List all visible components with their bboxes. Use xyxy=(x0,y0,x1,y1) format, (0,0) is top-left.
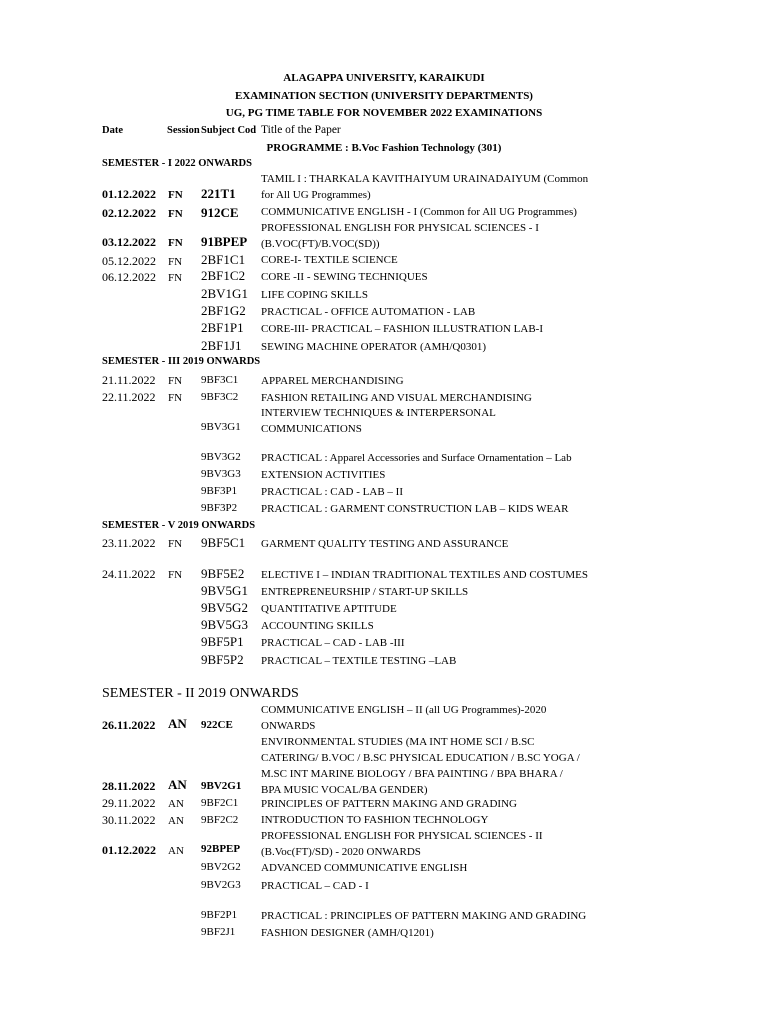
exam-session: AN xyxy=(168,815,184,827)
exam-session: FN xyxy=(168,256,183,268)
paper-title: ENTREPRENEURSHIP / START-UP SKILLS xyxy=(261,586,469,598)
paper-title: EXTENSION ACTIVITIES xyxy=(261,469,386,481)
paper-title: PRACTICAL : GARMENT CONSTRUCTION LAB – KIDS WEAR xyxy=(261,503,569,515)
exam-date: 02.12.2022 xyxy=(102,206,156,220)
paper-title: PRACTICAL – TEXTILE TESTING –LAB xyxy=(261,655,457,667)
paper-title: PRACTICAL : PRINCIPLES OF PATTERN MAKING AND GRADING xyxy=(261,910,587,922)
semester-heading: SEMESTER - III 2019 ONWARDS xyxy=(102,356,261,367)
subject-code: 9BV2G2 xyxy=(201,861,241,873)
paper-title: ENVIRONMENTAL STUDIES (MA INT HOME SCI / B.SC CATERING/ B.VOC / B.SC PHYSICAL EDUCATION / B.SC YOGA / M.SC INT MARINE BIOLOGY / BFA PAINTING / BPA BHARA / BPA MUSIC VOCAL/BA GENDER) xyxy=(261,736,580,796)
paper-title: PROFESSIONAL ENGLISH FOR PHYSICAL SCIENCES - I (B.VOC(FT)/B.VOC(SD)) xyxy=(261,222,539,250)
column-subject-code: Subject Cod xyxy=(201,125,257,136)
programme-title: PROGRAMME : B.Voc Fashion Technology (301) xyxy=(266,142,502,154)
exam-date: 05.12.2022 xyxy=(102,254,156,268)
paper-title: ELECTIVE I – INDIAN TRADITIONAL TEXTILES AND COSTUMES xyxy=(261,569,589,581)
paper-title: INTRODUCTION TO FASHION TECHNOLOGY xyxy=(261,814,489,826)
subject-code: 9BF2J1 xyxy=(201,926,236,938)
paper-title: PRACTICAL : Apparel Accessories and Surface Ornamentation – Lab xyxy=(261,452,572,464)
paper-title: CORE-I- TEXTILE SCIENCE xyxy=(261,254,398,266)
subject-code: 9BF5P1 xyxy=(201,634,244,649)
paper-title: SEWING MACHINE OPERATOR (AMH/Q0301) xyxy=(261,341,486,353)
exam-date: 23.11.2022 xyxy=(102,536,156,550)
subject-code: 9BF3C2 xyxy=(201,391,239,403)
paper-title: ACCOUNTING SKILLS xyxy=(261,620,374,632)
subject-code: 922CE xyxy=(201,719,233,731)
subject-code: 9BF5C1 xyxy=(201,535,246,550)
subject-code: 2BF1J1 xyxy=(201,338,242,353)
exam-session: FN xyxy=(168,237,183,249)
exam-date: 01.12.2022 xyxy=(102,187,156,201)
timetable-title: UG, PG TIME TABLE FOR NOVEMBER 2022 EXAMINATIONS xyxy=(225,107,543,119)
subject-code: 9BV3G2 xyxy=(201,451,241,463)
exam-date: 22.11.2022 xyxy=(102,390,156,404)
exam-session: AN xyxy=(168,716,187,731)
subject-code: 9BV5G3 xyxy=(201,617,248,632)
exam-date: 24.11.2022 xyxy=(102,567,156,581)
semester-heading: SEMESTER - V 2019 ONWARDS xyxy=(102,520,256,531)
exam-date: 30.11.2022 xyxy=(102,813,156,827)
paper-title: FASHION RETAILING AND VISUAL MERCHANDISING xyxy=(261,392,532,404)
subject-code: 9BF2C1 xyxy=(201,797,239,809)
subject-code: 9BF3P1 xyxy=(201,485,238,497)
paper-title: PRINCIPLES OF PATTERN MAKING AND GRADING xyxy=(261,798,517,810)
subject-code: 9BF5E2 xyxy=(201,566,245,581)
university-name: ALAGAPPA UNIVERSITY, KARAIKUDI xyxy=(283,72,485,84)
subject-code: 9BV3G1 xyxy=(201,421,241,433)
exam-session: FN xyxy=(168,569,183,581)
paper-title: ADVANCED COMMUNICATIVE ENGLISH xyxy=(261,862,468,874)
exam-date: 26.11.2022 xyxy=(102,718,156,732)
subject-code: 91BPEP xyxy=(201,234,248,249)
subject-code: 9BV2G1 xyxy=(201,780,242,792)
exam-session: FN xyxy=(168,208,183,220)
paper-title: APPAREL MERCHANDISING xyxy=(261,375,404,387)
subject-code: 221T1 xyxy=(201,186,236,201)
exam-date: 29.11.2022 xyxy=(102,796,156,810)
exam-date: 01.12.2022 xyxy=(102,843,156,857)
subject-code: 9BF3C1 xyxy=(201,374,239,386)
column-title: Title of the Paper xyxy=(261,124,341,136)
subject-code: 92BPEP xyxy=(201,843,241,855)
subject-code: 2BV1G1 xyxy=(201,286,248,301)
exam-date: 06.12.2022 xyxy=(102,270,156,284)
column-session: Session xyxy=(167,125,200,136)
semester-heading: SEMESTER - II 2019 ONWARDS xyxy=(102,686,299,701)
exam-session: FN xyxy=(168,392,183,404)
paper-title: PRACTICAL – CAD - LAB -III xyxy=(261,637,405,649)
subject-code: 2BF1G2 xyxy=(201,303,246,318)
subject-code: 9BF5P2 xyxy=(201,652,244,667)
subject-code: 9BF2C2 xyxy=(201,814,239,826)
paper-title: PRACTICAL - OFFICE AUTOMATION - LAB xyxy=(261,306,476,318)
subject-code: 9BV5G1 xyxy=(201,583,248,598)
exam-session: FN xyxy=(168,272,183,284)
subject-code: 912CE xyxy=(201,205,239,220)
paper-title: PROFESSIONAL ENGLISH FOR PHYSICAL SCIENCES - II (B.Voc(FT)/SD) - 2020 ONWARDS xyxy=(261,830,543,858)
column-date: Date xyxy=(102,125,123,136)
paper-title: TAMIL I : THARKALA KAVITHAIYUM URAINADAIYUM (Common for All UG Programmes) xyxy=(261,173,589,201)
subject-code: 2BF1C2 xyxy=(201,268,246,283)
exam-session: FN xyxy=(168,189,183,201)
subject-code: 2BF1P1 xyxy=(201,320,244,335)
semester-heading: SEMESTER - I 2022 ONWARDS xyxy=(102,158,252,169)
subject-code: 9BF3P2 xyxy=(201,502,238,514)
exam-session: FN xyxy=(168,538,183,550)
exam-date: 21.11.2022 xyxy=(102,373,156,387)
subject-code: 9BV3G3 xyxy=(201,468,241,480)
subject-code: 9BV5G2 xyxy=(201,600,248,615)
paper-title: LIFE COPING SKILLS xyxy=(261,289,368,301)
paper-title: PRACTICAL – CAD - I xyxy=(261,880,369,892)
subject-code: 9BF2P1 xyxy=(201,909,238,921)
paper-title: COMMUNICATIVE ENGLISH – II (all UG Programmes)-2020 ONWARDS xyxy=(261,704,547,732)
exam-session: AN xyxy=(168,845,184,857)
subject-code: 9BV2G3 xyxy=(201,879,241,891)
exam-session: FN xyxy=(168,375,183,387)
exam-date: 03.12.2022 xyxy=(102,235,156,249)
exam-section-title: EXAMINATION SECTION (UNIVERSITY DEPARTMENTS) xyxy=(235,90,533,102)
paper-title: CORE -II - SEWING TECHNIQUES xyxy=(261,271,428,283)
paper-title: GARMENT QUALITY TESTING AND ASSURANCE xyxy=(261,538,509,550)
paper-title: INTERVIEW TECHNIQUES & INTERPERSONAL COMMUNICATIONS xyxy=(261,407,496,435)
paper-title: FASHION DESIGNER (AMH/Q1201) xyxy=(261,927,434,939)
exam-date: 28.11.2022 xyxy=(102,779,156,793)
subject-code: 2BF1C1 xyxy=(201,252,246,267)
paper-title: QUANTITATIVE APTITUDE xyxy=(261,603,397,615)
paper-title: COMMUNICATIVE ENGLISH - I (Common for All UG Programmes) xyxy=(261,206,577,218)
exam-session: AN xyxy=(168,777,187,792)
exam-session: AN xyxy=(168,798,184,810)
paper-title: CORE-III- PRACTICAL – FASHION ILLUSTRATION LAB-I xyxy=(261,323,544,335)
paper-title: PRACTICAL : CAD - LAB – II xyxy=(261,486,403,498)
